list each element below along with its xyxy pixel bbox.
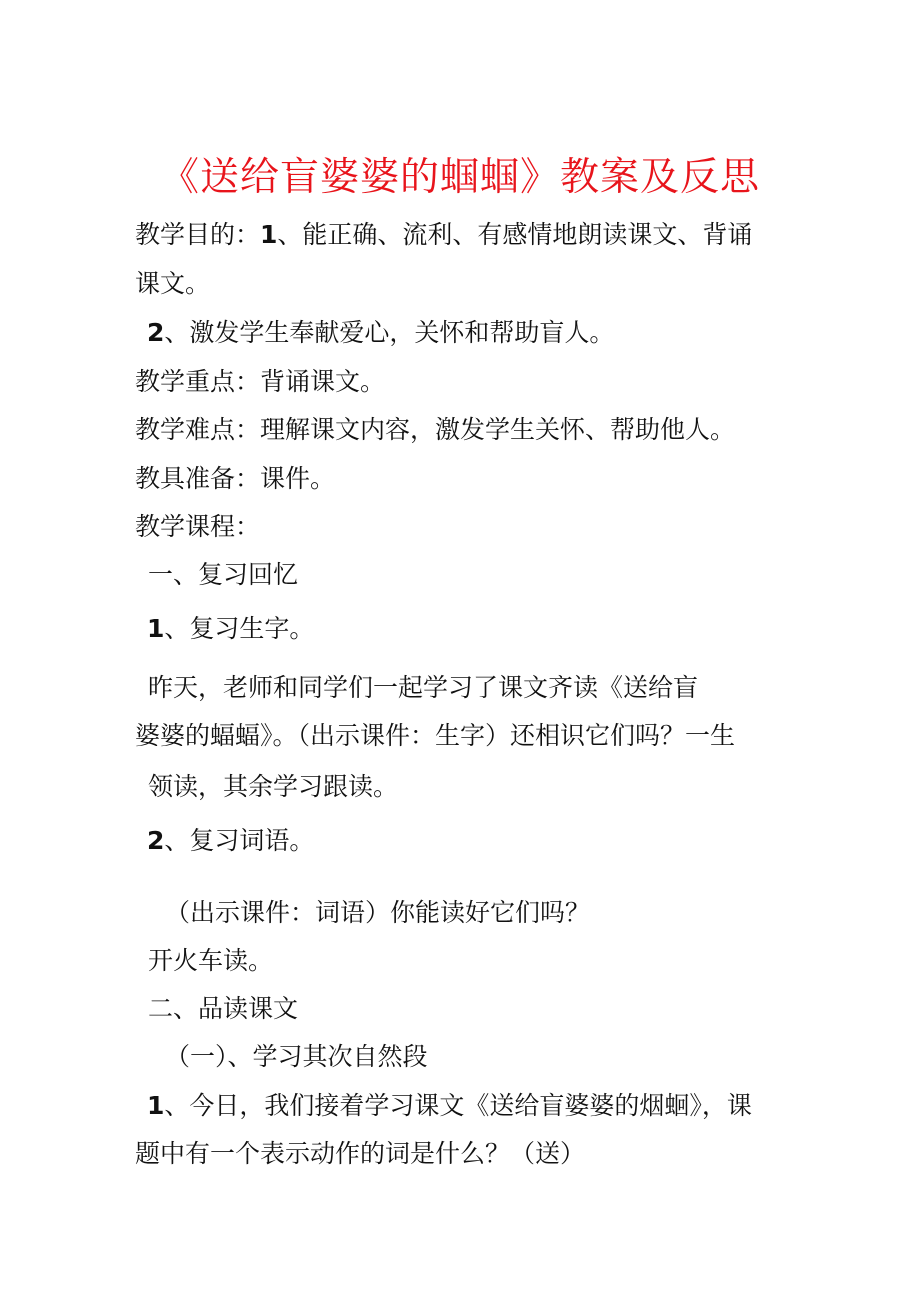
s1-paragraph-line-1: 昨天，老师和同学们一起学习了课文齐读《送给盲 <box>148 673 699 702</box>
objective-1-number: 1 <box>260 220 278 249</box>
s1-paragraph-line-5: 开火车读。 <box>148 946 274 975</box>
s2-item-1-text: 、今日，我们接着学习课文《送给盲婆婆的烟蛔》，课 <box>164 1091 752 1120</box>
difficulty: 教学难点：理解课文内容，激发学生关怀、帮助他人。 <box>135 415 736 444</box>
s1-item-2 <box>147 824 314 858</box>
objective-1-continuation: 课文。 <box>135 269 211 298</box>
s1-item-1 <box>147 612 314 646</box>
s1-item-1-number: 1 <box>147 614 165 643</box>
section-2-heading: 二、品读课文 <box>148 994 299 1023</box>
key-point: 教学重点：背诵课文。 <box>135 367 386 396</box>
teaching-tools: 教具准备：课件。 <box>135 464 336 493</box>
process-label: 教学课程： <box>135 512 261 541</box>
section-1-heading: 一、复习回忆 <box>148 560 299 589</box>
s2-item-1-continuation: 题中有一个表示动作的词是什么？（送） <box>135 1139 586 1168</box>
objective-2-number: 2 <box>147 318 165 347</box>
s1-paragraph-line-2: 婆婆的蝠蝠》。（出示课件：生字）还相识它们吗？一生 <box>135 721 736 750</box>
s1-paragraph-line-3: 领读，其余学习跟读。 <box>148 772 399 801</box>
objective-line <box>135 218 752 252</box>
objective-1-text: 、能正确、流利、有感情地朗读课文、背诵 <box>277 220 753 249</box>
s2-subheading: （一）、学习其次自然段 <box>165 1042 428 1071</box>
s1-item-2-number: 2 <box>147 826 165 855</box>
s2-item-1-number: 1 <box>147 1091 165 1120</box>
s1-paragraph-line-4: （出示课件：词语）你能读好它们吗？ <box>165 898 591 927</box>
document-title: 《送给盲婆婆的蝈蝈》教案及反思 <box>159 155 760 200</box>
objective-label: 教学目的： <box>135 220 261 249</box>
s1-item-2-text: 、复习词语。 <box>164 826 315 855</box>
objective-2-text: 、激发学生奉献爱心，关怀和帮助盲人。 <box>164 318 615 347</box>
s1-item-1-text: 、复习生字。 <box>164 614 315 643</box>
objective-2-line <box>147 316 614 350</box>
s2-item-1 <box>147 1089 752 1123</box>
